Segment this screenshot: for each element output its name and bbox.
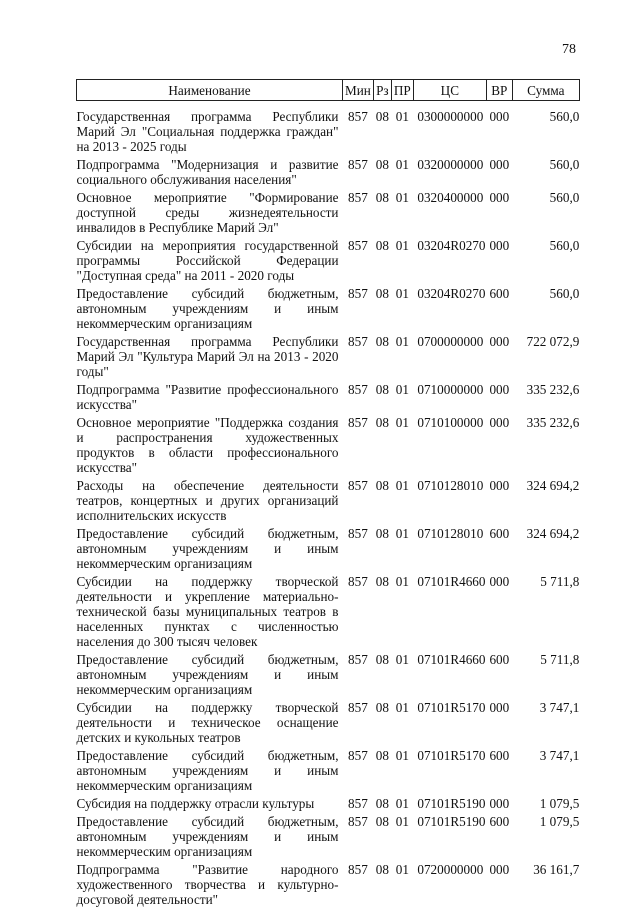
table-row: [77, 283, 580, 331]
row-sum: 560,0: [512, 187, 579, 235]
row-min-code: 857: [343, 859, 374, 907]
table-row: [77, 154, 580, 187]
row-pr-code: 01: [391, 745, 413, 793]
row-vr-code: 000: [486, 697, 512, 745]
row-pr-code: 01: [391, 793, 413, 811]
row-rz-code: 08: [373, 793, 391, 811]
row-min-code: 857: [343, 235, 374, 283]
row-rz-code: 08: [373, 379, 391, 412]
table-body: [77, 101, 580, 907]
table-row: [77, 235, 580, 283]
row-sum: 324 694,2: [512, 475, 579, 523]
row-min-code: 857: [343, 649, 374, 697]
row-vr-code: 000: [486, 154, 512, 187]
table-row: [77, 811, 580, 859]
row-min-code: 857: [343, 379, 374, 412]
row-vr-code: 600: [486, 523, 512, 571]
table-header-row: [77, 80, 580, 101]
budget-table: [76, 79, 580, 907]
row-pr-code: 01: [391, 811, 413, 859]
table-row: [77, 187, 580, 235]
row-name: Государственная программа Республики Марий Эл "Культура Марий Эл на 2013 - 2020 годы": [77, 331, 343, 379]
row-min-code: 857: [343, 697, 374, 745]
row-sum: 3 747,1: [512, 745, 579, 793]
table-row: [77, 571, 580, 649]
header-pr: ПР: [391, 80, 413, 101]
row-rz-code: 08: [373, 745, 391, 793]
row-pr-code: 01: [391, 412, 413, 475]
row-name: Предоставление субсидий бюджетным, автономным учреждениям и иным некоммерческим организациям: [77, 649, 343, 697]
table-row: [77, 745, 580, 793]
row-name: Основное мероприятие "Формирование доступной среды жизнедеятельности инвалидов в Республике Марий Эл": [77, 187, 343, 235]
row-pr-code: 01: [391, 235, 413, 283]
header-sum: Сумма: [512, 80, 579, 101]
row-sum: 1 079,5: [512, 811, 579, 859]
row-pr-code: 01: [391, 475, 413, 523]
header-vr: ВР: [486, 80, 512, 101]
row-sum: 3 747,1: [512, 697, 579, 745]
row-sum: 335 232,6: [512, 412, 579, 475]
row-vr-code: 600: [486, 649, 512, 697]
row-name: Подпрограмма "Модернизация и развитие социального обслуживания населения": [77, 154, 343, 187]
row-name: Субсидии на поддержку творческой деятельности и укрепление материально-технической базы муниципальных театров в населенных пунктах с численностью населения до 300 тысяч человек: [77, 571, 343, 649]
row-name: Основное мероприятие "Поддержка создания и распространения художественных продуктов в области профессионального искусства": [77, 412, 343, 475]
row-pr-code: 01: [391, 283, 413, 331]
row-name: Предоставление субсидий бюджетным, автономным учреждениям и иным некоммерческим организациям: [77, 283, 343, 331]
row-min-code: 857: [343, 793, 374, 811]
row-vr-code: 000: [486, 859, 512, 907]
row-sum: 722 072,9: [512, 331, 579, 379]
row-pr-code: 01: [391, 187, 413, 235]
row-min-code: 857: [343, 331, 374, 379]
row-rz-code: 08: [373, 811, 391, 859]
row-rz-code: 08: [373, 187, 391, 235]
row-rz-code: 08: [373, 283, 391, 331]
row-min-code: 857: [343, 571, 374, 649]
row-pr-code: 01: [391, 571, 413, 649]
row-min-code: 857: [343, 412, 374, 475]
row-cs-code: 07101R5190: [413, 793, 486, 811]
row-rz-code: 08: [373, 101, 391, 155]
row-rz-code: 08: [373, 571, 391, 649]
header-rz: Рз: [373, 80, 391, 101]
row-vr-code: 000: [486, 571, 512, 649]
row-sum: 560,0: [512, 154, 579, 187]
row-name: Расходы на обеспечение деятельности театров, концертных и других организаций исполнительских искусств: [77, 475, 343, 523]
table-row: [77, 523, 580, 571]
row-min-code: 857: [343, 475, 374, 523]
row-vr-code: 600: [486, 811, 512, 859]
row-sum: 5 711,8: [512, 649, 579, 697]
row-rz-code: 08: [373, 475, 391, 523]
row-name: Субсидия на поддержку отрасли культуры: [77, 793, 343, 811]
row-cs-code: 0300000000: [413, 101, 486, 155]
row-vr-code: 000: [486, 187, 512, 235]
row-rz-code: 08: [373, 523, 391, 571]
row-vr-code: 600: [486, 283, 512, 331]
row-cs-code: 0700000000: [413, 331, 486, 379]
row-cs-code: 07101R5190: [413, 811, 486, 859]
row-cs-code: 07101R4660: [413, 649, 486, 697]
row-cs-code: 0710100000: [413, 412, 486, 475]
row-sum: 5 711,8: [512, 571, 579, 649]
page-number: 78: [520, 42, 576, 58]
row-rz-code: 08: [373, 649, 391, 697]
row-pr-code: 01: [391, 331, 413, 379]
row-sum: 335 232,6: [512, 379, 579, 412]
row-pr-code: 01: [391, 379, 413, 412]
row-vr-code: 000: [486, 475, 512, 523]
row-name: Предоставление субсидий бюджетным, автономным учреждениям и иным некоммерческим организациям: [77, 523, 343, 571]
row-rz-code: 08: [373, 697, 391, 745]
row-sum: 560,0: [512, 283, 579, 331]
row-rz-code: 08: [373, 331, 391, 379]
row-sum: 36 161,7: [512, 859, 579, 907]
row-min-code: 857: [343, 283, 374, 331]
row-cs-code: 0710000000: [413, 379, 486, 412]
table-row: [77, 412, 580, 475]
row-name: Государственная программа Республики Марий Эл "Социальная поддержка граждан" на 2013 - 2025 годы: [77, 101, 343, 155]
row-pr-code: 01: [391, 859, 413, 907]
row-sum: 324 694,2: [512, 523, 579, 571]
row-vr-code: 600: [486, 745, 512, 793]
row-pr-code: 01: [391, 649, 413, 697]
row-pr-code: 01: [391, 101, 413, 155]
row-name: Предоставление субсидий бюджетным, автономным учреждениям и иным некоммерческим организациям: [77, 745, 343, 793]
table-row: [77, 793, 580, 811]
row-min-code: 857: [343, 187, 374, 235]
row-cs-code: 0320400000: [413, 187, 486, 235]
row-cs-code: 07101R5170: [413, 745, 486, 793]
row-cs-code: 0710128010: [413, 523, 486, 571]
table-row: [77, 101, 580, 155]
header-cs: ЦС: [413, 80, 486, 101]
table-row: [77, 379, 580, 412]
row-rz-code: 08: [373, 154, 391, 187]
row-vr-code: 000: [486, 331, 512, 379]
table-row: [77, 859, 580, 907]
row-rz-code: 08: [373, 859, 391, 907]
row-min-code: 857: [343, 811, 374, 859]
row-cs-code: 03204R0270: [413, 283, 486, 331]
row-min-code: 857: [343, 101, 374, 155]
row-cs-code: 03204R0270: [413, 235, 486, 283]
row-cs-code: 07101R4660: [413, 571, 486, 649]
row-name: Предоставление субсидий бюджетным, автономным учреждениям и иным некоммерческим организациям: [77, 811, 343, 859]
table-row: [77, 475, 580, 523]
row-cs-code: 0720000000: [413, 859, 486, 907]
row-name: Подпрограмма "Развитие профессионального искусства": [77, 379, 343, 412]
row-cs-code: 0710128010: [413, 475, 486, 523]
row-sum: 560,0: [512, 101, 579, 155]
row-rz-code: 08: [373, 235, 391, 283]
table-row: [77, 697, 580, 745]
row-pr-code: 01: [391, 154, 413, 187]
row-rz-code: 08: [373, 412, 391, 475]
row-cs-code: 0320000000: [413, 154, 486, 187]
row-vr-code: 000: [486, 379, 512, 412]
table-row: [77, 649, 580, 697]
row-name: Субсидии на мероприятия государственной программы Российской Федерации "Доступная среда" на 2011 - 2020 годы: [77, 235, 343, 283]
row-sum: 1 079,5: [512, 793, 579, 811]
table-row: [77, 331, 580, 379]
row-min-code: 857: [343, 523, 374, 571]
row-vr-code: 000: [486, 235, 512, 283]
row-cs-code: 07101R5170: [413, 697, 486, 745]
row-min-code: 857: [343, 154, 374, 187]
header-min: Мин: [343, 80, 374, 101]
row-vr-code: 000: [486, 793, 512, 811]
row-sum: 560,0: [512, 235, 579, 283]
row-vr-code: 000: [486, 101, 512, 155]
row-min-code: 857: [343, 745, 374, 793]
header-name: Наименование: [77, 80, 343, 101]
row-name: Субсидии на поддержку творческой деятельности и техническое оснащение детских и кукольных театров: [77, 697, 343, 745]
row-pr-code: 01: [391, 523, 413, 571]
row-vr-code: 000: [486, 412, 512, 475]
row-name: Подпрограмма "Развитие народного художественного творчества и культурно-досуговой деятельности": [77, 859, 343, 907]
row-pr-code: 01: [391, 697, 413, 745]
